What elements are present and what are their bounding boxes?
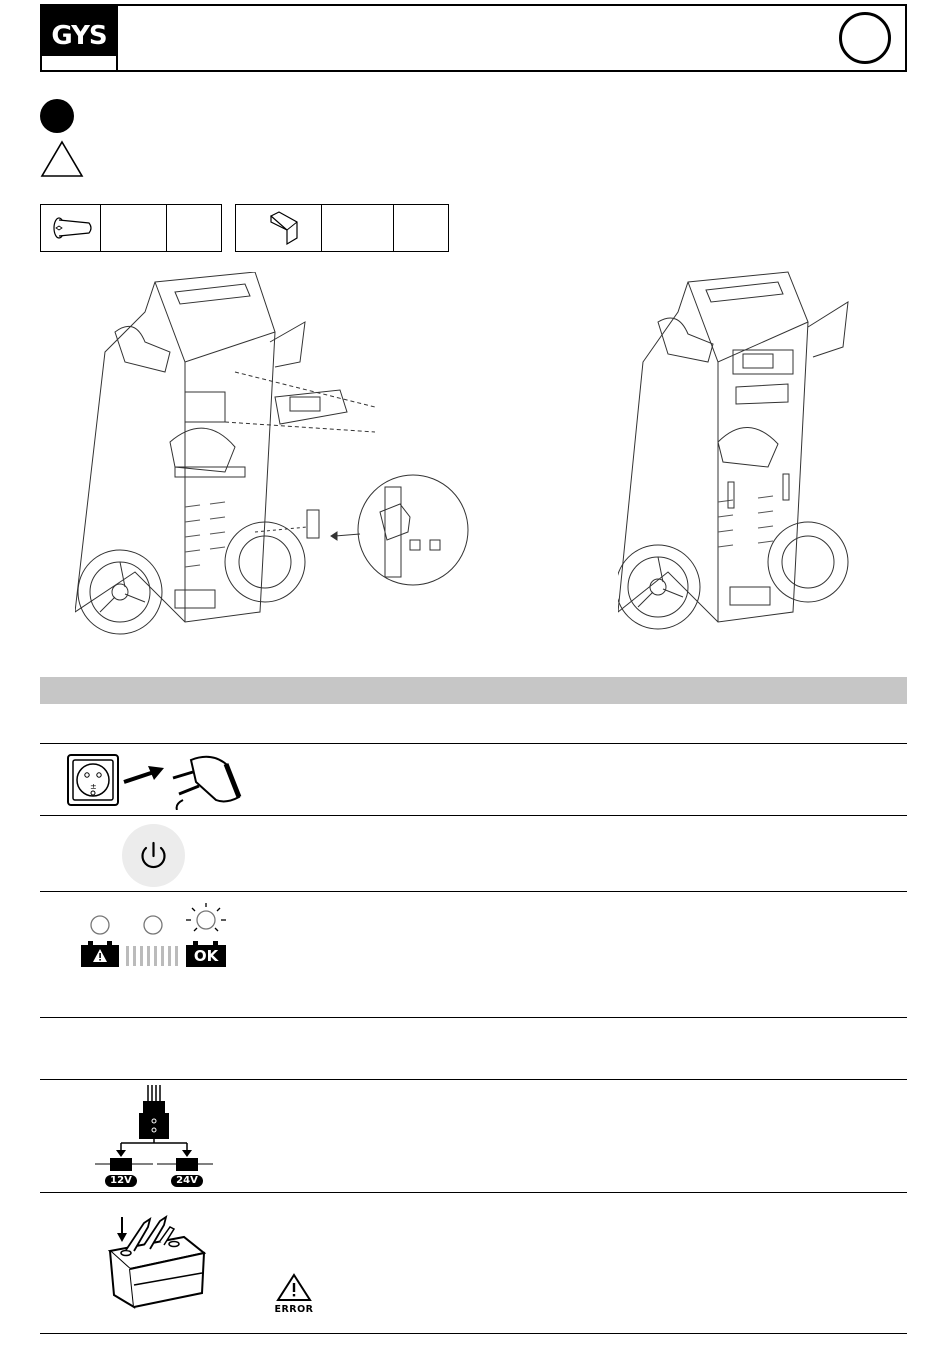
mains-plug-icon <box>66 750 246 810</box>
battery-clamp-icon <box>104 1215 208 1309</box>
row-divider <box>40 891 907 892</box>
row-divider <box>40 1079 907 1080</box>
logo-text: GYS <box>51 21 107 51</box>
screw-icon <box>41 205 100 251</box>
row-divider <box>40 815 907 816</box>
row-divider <box>40 743 907 744</box>
section-header-bar <box>40 677 907 704</box>
row-divider <box>40 1017 907 1018</box>
page-header <box>40 4 907 72</box>
bracket-qty-cell <box>393 205 448 251</box>
language-circle <box>839 12 891 64</box>
battery-led-indicator-icon <box>78 900 233 972</box>
screw-qty-cell <box>166 205 221 251</box>
screw-ref-cell <box>100 205 165 251</box>
assembly-exploded-view <box>75 272 475 652</box>
option-24v-label: 24V <box>176 1175 198 1186</box>
header-divider <box>116 6 118 70</box>
bracket-ref-cell <box>321 205 392 251</box>
row-divider <box>40 1333 907 1334</box>
parts-table-bracket <box>235 204 449 252</box>
option-12v-label: 12V <box>110 1175 132 1186</box>
bracket-icon <box>236 205 321 251</box>
gys-logo <box>42 6 116 70</box>
power-button-icon <box>122 824 185 887</box>
svg-text:±: ± <box>90 782 97 791</box>
language-bullet <box>40 99 74 133</box>
error-label: ERROR <box>274 1304 314 1315</box>
row-divider <box>40 1192 907 1193</box>
warning-triangle-icon <box>40 140 84 178</box>
parts-table-screw <box>40 204 222 252</box>
error-warning-icon <box>272 1272 316 1318</box>
voltage-selector-icon <box>95 1083 213 1189</box>
assembly-complete-view <box>618 262 858 652</box>
ok-label: OK <box>193 947 219 965</box>
